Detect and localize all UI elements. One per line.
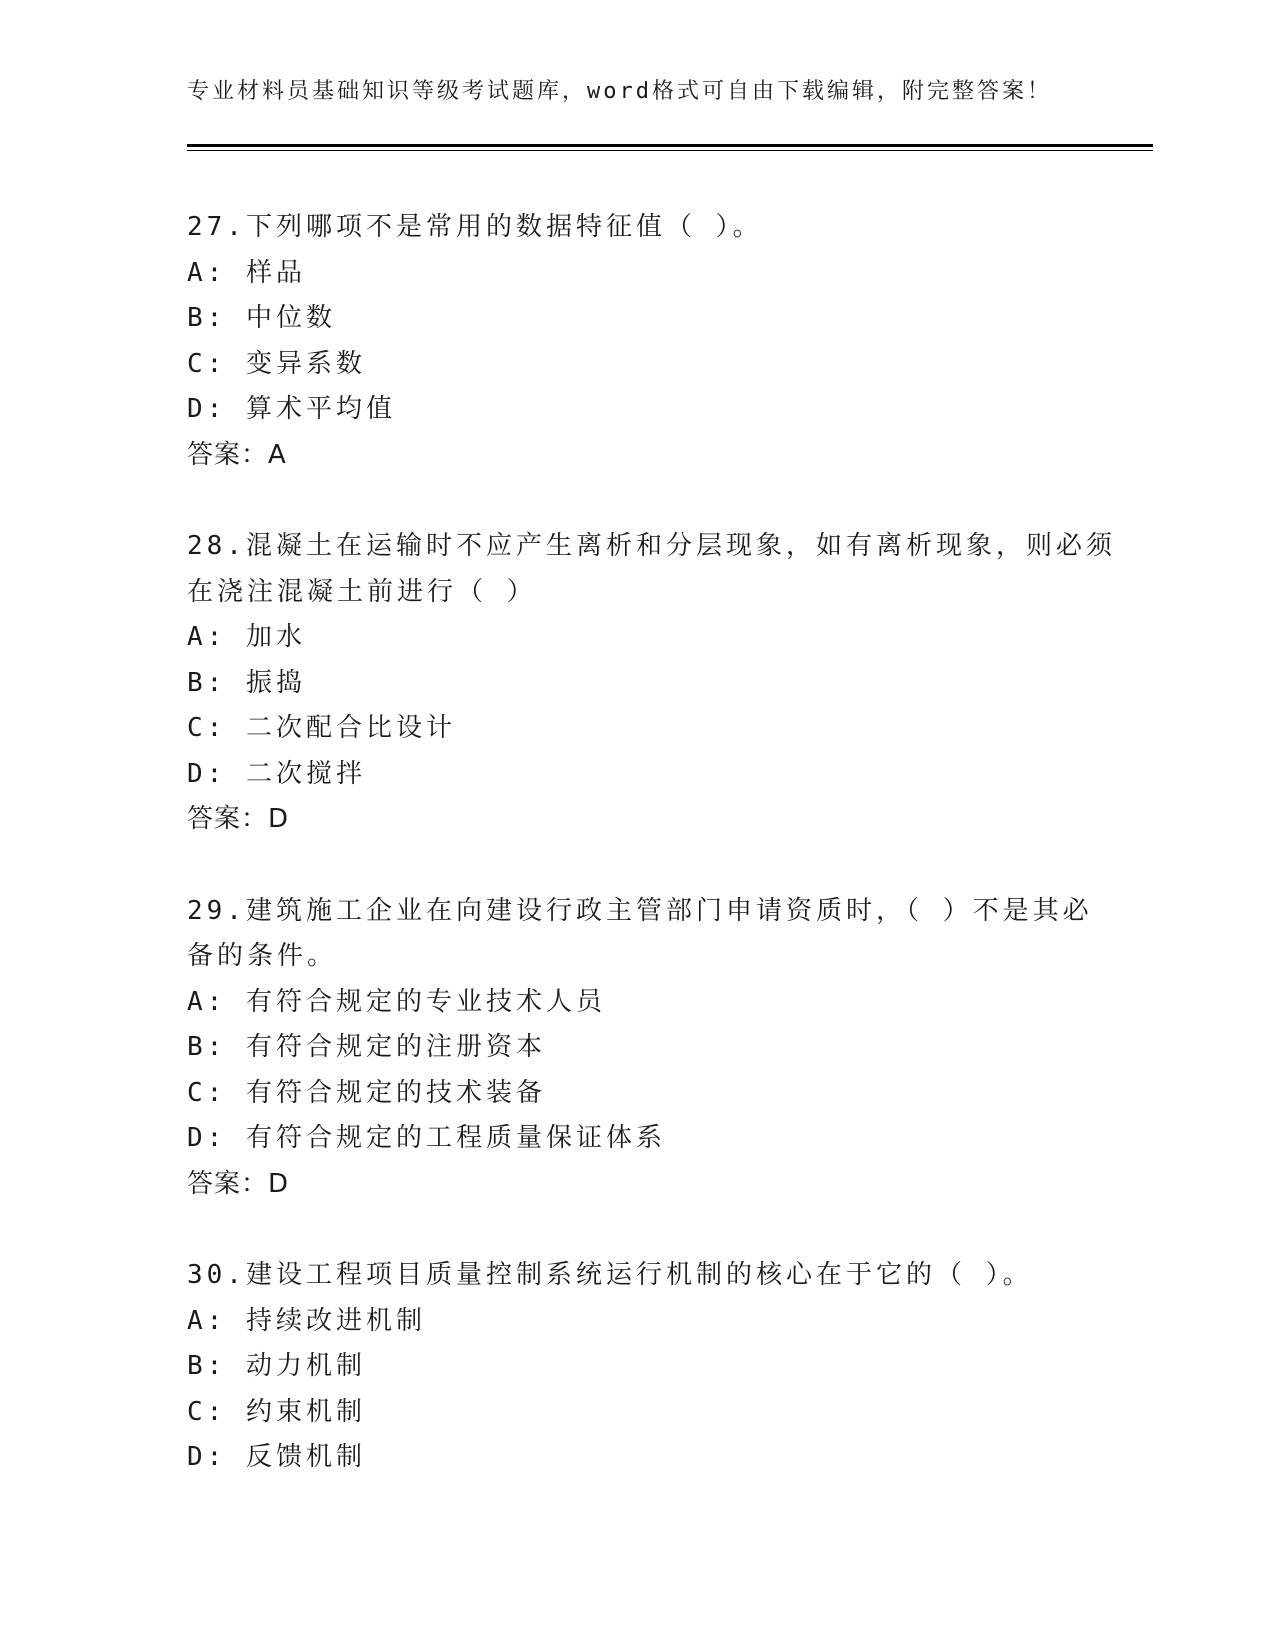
option-a: A: 持续改进机制 — [187, 1305, 426, 1336]
question-stem-continued: 备的条件。 — [187, 941, 338, 971]
question-stem-continued: 在浇注混凝土前进行（ ） — [187, 576, 537, 607]
header-rule-thick — [187, 144, 1153, 147]
option-d: D: 有符合规定的工程质量保证体系 — [187, 1123, 666, 1153]
question-stem: 29.建筑施工企业在向建设行政主管部门申请资质时，（ ）不是其必 — [187, 895, 1093, 926]
question-stem: 30.建设工程项目质量控制系统运行机制的核心在于它的（ ）。 — [187, 1260, 1033, 1290]
option-b: B: 动力机制 — [187, 1351, 366, 1381]
option-c: C: 约束机制 — [187, 1396, 366, 1427]
answer-line: 答案：A — [187, 439, 287, 470]
option-d: D: 二次搅拌 — [187, 758, 366, 789]
answer-line: 答案：D — [187, 804, 290, 834]
answer-line: 答案：D — [187, 1168, 290, 1199]
question-30 — [187, 1253, 1087, 1481]
option-d: D: 算术平均值 — [187, 394, 396, 424]
option-c: C: 二次配合比设计 — [187, 713, 456, 743]
option-a: A: 有符合规定的专业技术人员 — [187, 986, 606, 1017]
option-b: B: 振捣 — [187, 667, 306, 698]
option-c: C: 变异系数 — [187, 348, 366, 379]
question-27 — [187, 205, 1087, 478]
question-list — [187, 205, 1116, 1527]
question-stem: 28.混凝土在运输时不应产生离析和分层现象，如有离析现象，则必须 — [187, 531, 1116, 561]
question-stem: 27.下列哪项不是常用的数据特征值（ ）。 — [187, 212, 763, 242]
option-a: A: 样品 — [187, 257, 306, 288]
page-header: 专业材料员基础知识等级考试题库，word格式可自由下载编辑，附完整答案！ — [187, 79, 1052, 104]
header-rule-thin — [187, 150, 1153, 151]
option-b: B: 有符合规定的注册资本 — [187, 1032, 546, 1062]
option-c: C: 有符合规定的技术装备 — [187, 1077, 546, 1108]
question-28 — [187, 524, 1116, 843]
question-29 — [187, 889, 1093, 1208]
option-d: D: 反馈机制 — [187, 1442, 366, 1472]
option-b: B: 中位数 — [187, 303, 336, 333]
option-a: A: 加水 — [187, 622, 306, 652]
